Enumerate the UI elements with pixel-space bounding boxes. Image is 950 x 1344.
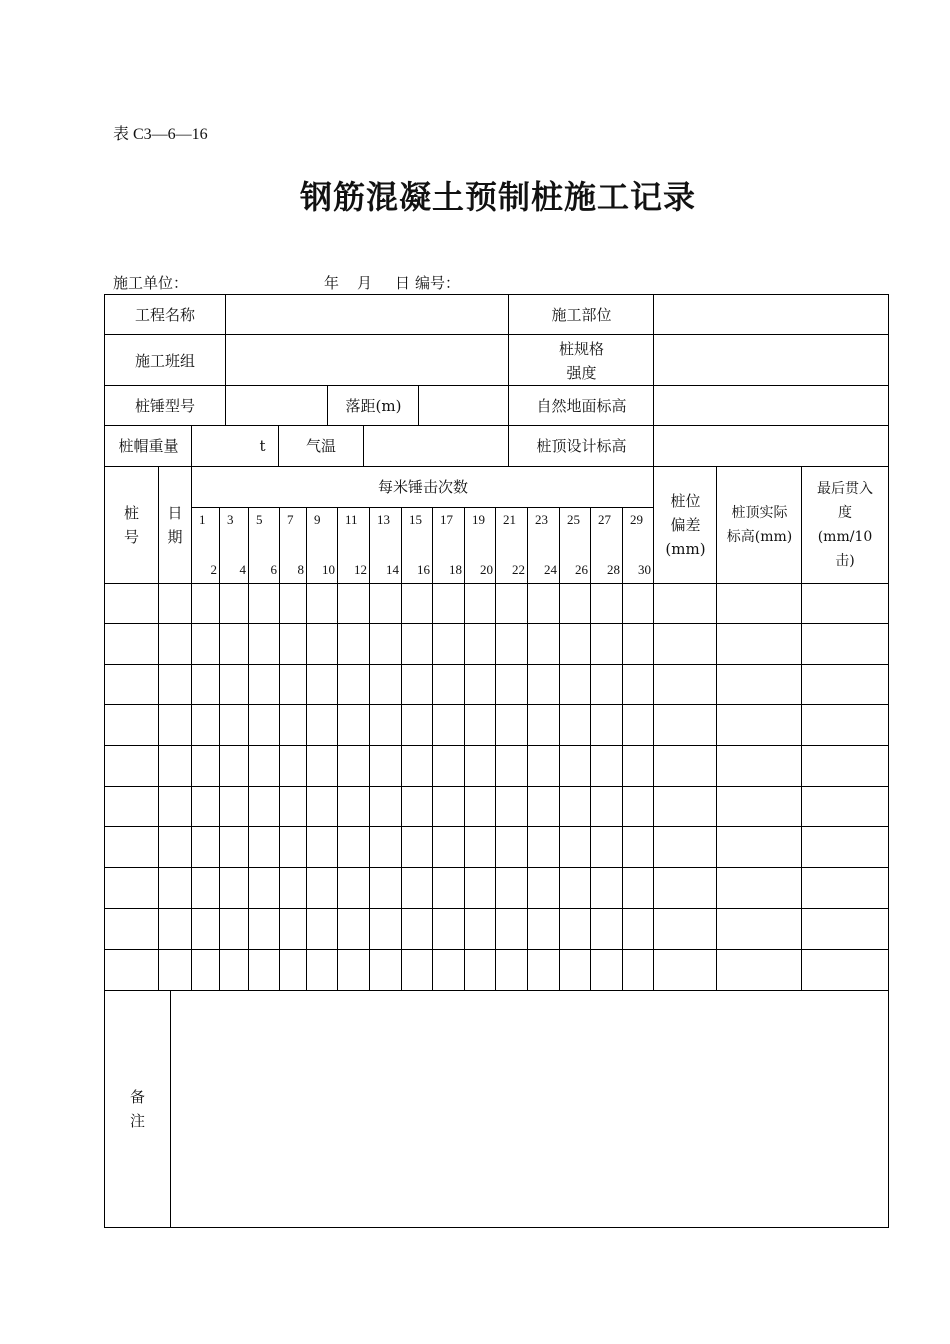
grid-line	[104, 466, 889, 467]
cap-weight-label: 桩帽重量	[118, 437, 179, 455]
even-number: 20	[480, 562, 493, 577]
top-actual-header: 桩顶实际 标高(mm)	[726, 505, 793, 545]
grid-line	[104, 949, 889, 950]
grid-line	[219, 507, 220, 991]
odd-number: 5	[256, 512, 263, 527]
ground-elevation-label: 自然地面标高	[536, 397, 627, 415]
grid-line	[104, 745, 889, 746]
grid-line	[801, 466, 802, 991]
grid-line	[104, 908, 889, 909]
grid-line	[104, 704, 889, 705]
grid-line	[653, 466, 654, 991]
team-label: 施工班组	[134, 351, 195, 370]
grid-line	[191, 466, 192, 991]
odd-number: 23	[535, 512, 548, 527]
odd-number: 17	[440, 512, 453, 527]
grid-line	[104, 990, 889, 991]
odd-number: 3	[227, 512, 234, 527]
grid-line	[559, 507, 560, 991]
grid-line	[104, 826, 889, 827]
last-penetration-header: 最后贯入 度 (mm/10 击)	[817, 481, 873, 569]
grid-line	[104, 385, 889, 386]
project-name-label: 工程名称	[134, 306, 195, 324]
grid-line	[104, 583, 889, 584]
odd-number: 9	[314, 512, 321, 527]
blows-per-meter-header: 每米锤击次数	[377, 478, 468, 496]
even-number: 18	[449, 562, 462, 577]
even-number: 16	[417, 562, 430, 577]
grid-line	[104, 294, 105, 1228]
odd-number: 29	[630, 512, 643, 527]
even-number: 6	[270, 562, 277, 577]
odd-number: 13	[377, 512, 390, 527]
grid-line	[158, 466, 159, 991]
unit-t: t	[259, 437, 266, 455]
grid-line	[337, 507, 338, 991]
grid-line	[225, 294, 226, 426]
grid-line	[432, 507, 433, 991]
even-number: 24	[544, 562, 557, 577]
grid-line	[527, 507, 528, 991]
grid-line	[278, 425, 279, 467]
grid-line	[104, 334, 889, 335]
grid-line	[888, 294, 889, 1228]
year-label: 年	[324, 274, 340, 292]
pile-spec-label: 桩规格 强度	[558, 339, 604, 382]
deviation-header: 桩位 偏差 (mm)	[665, 492, 706, 558]
grid-line	[508, 294, 509, 467]
pile-no-header: 桩 号	[123, 504, 139, 546]
grid-line	[418, 385, 419, 426]
even-number: 12	[354, 562, 367, 577]
grid-line	[104, 294, 889, 295]
grid-line	[248, 507, 249, 991]
odd-number: 19	[472, 512, 485, 527]
grid-line	[279, 507, 280, 991]
drop-distance-label: 落距(m)	[345, 397, 402, 415]
even-number: 8	[297, 562, 304, 577]
even-number: 2	[210, 562, 217, 577]
even-number: 30	[638, 562, 651, 577]
odd-number: 7	[287, 512, 294, 527]
odd-number: 21	[503, 512, 516, 527]
odd-number: 15	[409, 512, 422, 527]
temperature-label: 气温	[305, 437, 336, 455]
unit-label: 施工单位：	[113, 274, 189, 292]
top-design-elevation-label: 桩顶设计标高	[536, 437, 627, 455]
grid-line	[622, 507, 623, 991]
even-number: 10	[322, 562, 335, 577]
remarks-label: 备 注	[129, 1087, 145, 1130]
even-number: 26	[575, 562, 588, 577]
grid-line	[716, 466, 717, 991]
grid-line	[369, 507, 370, 991]
even-number: 14	[386, 562, 399, 577]
page-title: 钢筋混凝土预制桩施工记录	[299, 178, 696, 216]
even-number: 4	[239, 562, 246, 577]
date-header: 日 期	[167, 504, 183, 546]
hammer-model-label: 桩锤型号	[134, 397, 195, 415]
month-label: 月	[357, 274, 373, 292]
grid-line	[590, 507, 591, 991]
even-number: 28	[607, 562, 620, 577]
form-code: 表 C3—6—16	[113, 126, 208, 143]
odd-number: 11	[345, 512, 358, 527]
grid-line	[495, 507, 496, 991]
grid-line	[104, 786, 889, 787]
construction-part-label: 施工部位	[551, 306, 612, 324]
grid-line	[104, 867, 889, 868]
grid-line	[653, 294, 654, 467]
grid-line	[191, 425, 192, 467]
grid-line	[363, 425, 364, 467]
grid-line	[104, 664, 889, 665]
grid-line	[401, 507, 402, 991]
grid-line	[306, 507, 307, 991]
grid-line	[104, 623, 889, 624]
grid-line	[104, 425, 889, 426]
grid-line	[104, 1227, 889, 1228]
day-label: 日	[395, 274, 411, 292]
grid-line	[191, 507, 654, 508]
odd-number: 25	[567, 512, 580, 527]
grid-line	[327, 385, 328, 426]
odd-number: 27	[598, 512, 611, 527]
odd-number: 1	[199, 512, 206, 527]
number-label: 编号：	[415, 274, 461, 292]
grid-line	[170, 990, 171, 1228]
even-number: 22	[512, 562, 525, 577]
grid-line	[464, 507, 465, 991]
